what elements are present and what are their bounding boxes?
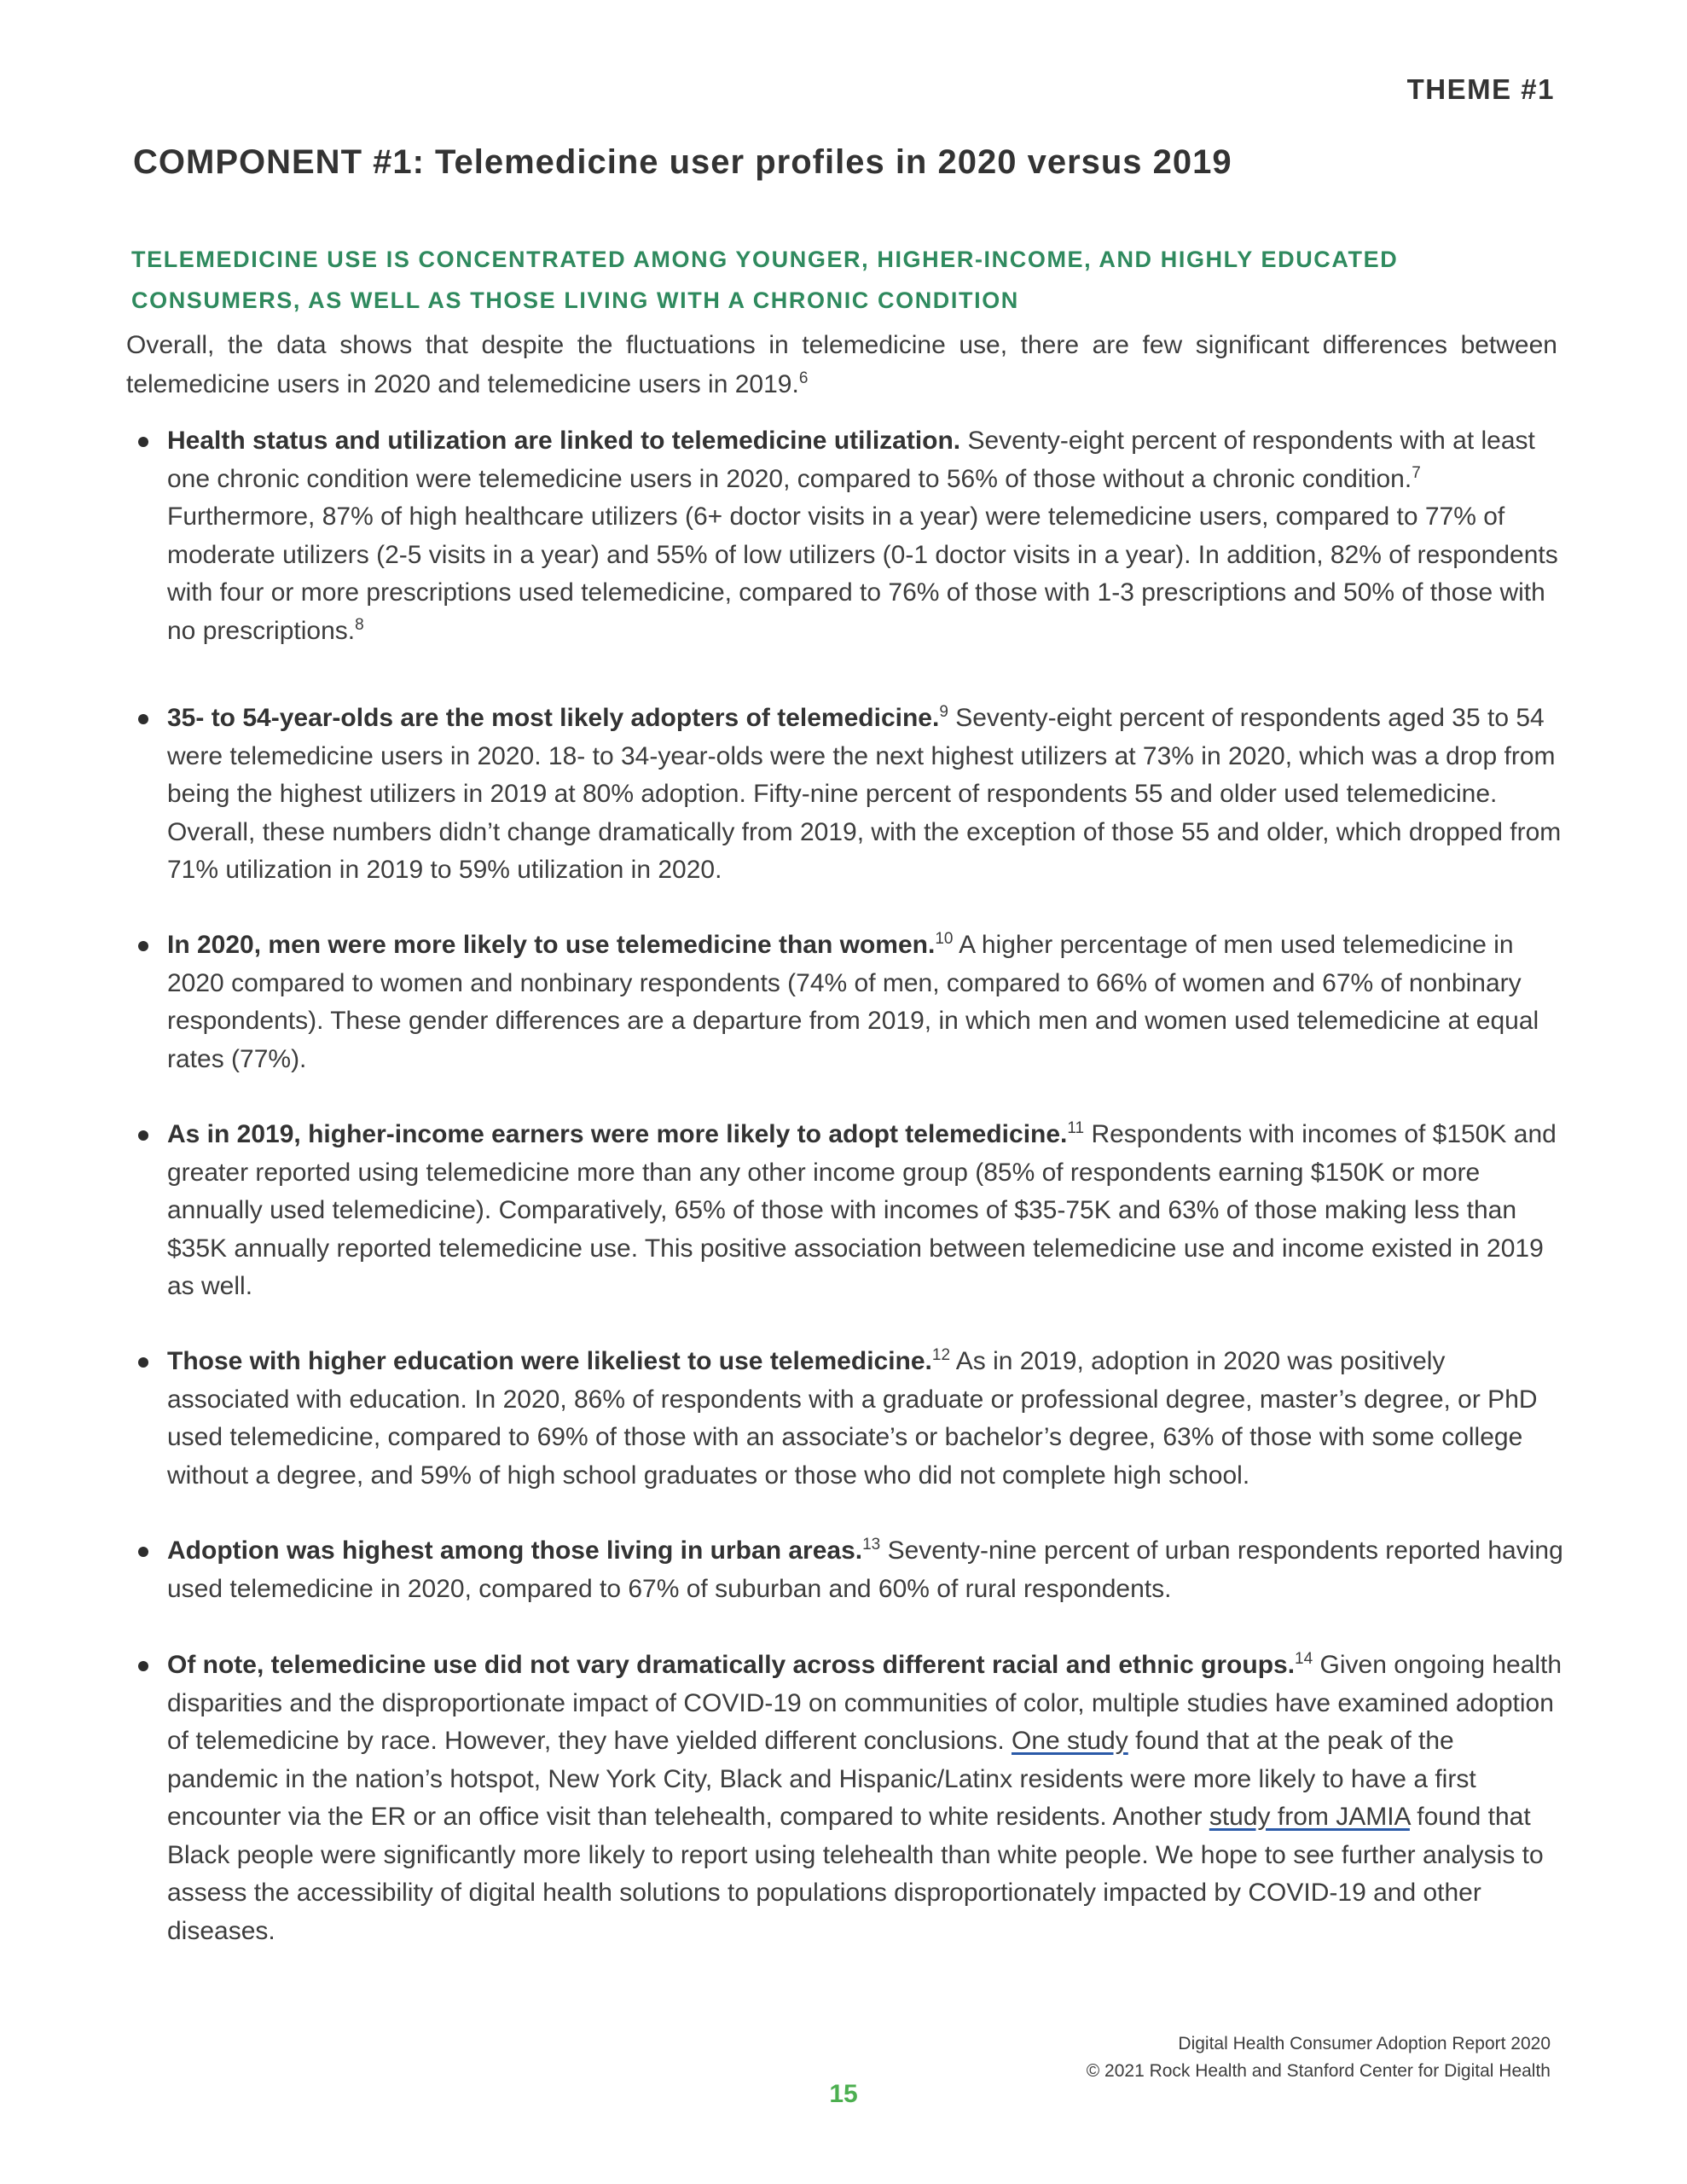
bullet-text: A higher percentage of men used telemedicine in 2020 compared to women and nonbinary respondents (74% of men, compared to 66% of women and 67% of nonbinary respondents). These gender differences are a departure from 2019, in which men and women used telemedicine at equal rates (77%). — [167, 931, 1539, 1073]
bullet-text: Furthermore, 87% of high healthcare utilizers (6+ doctor visits in a year) were telemedicine users, compared to 77% of moderate utilizers (2-5 visits in a year) and 55% of low utilizers (0-1 doctor visits in a year). In addition, 82% of respondents with four or more prescriptions used telemedicine, compared to 76% of those with 1-3 prescriptions and 50% of those with no prescriptions. — [167, 502, 1558, 645]
bullet-icon — [138, 1130, 148, 1141]
bullet-icon — [138, 941, 148, 951]
page-number: 15 — [829, 2080, 858, 2108]
bullet-icon — [138, 1661, 148, 1671]
bullet-heading: 35- to 54-year-olds are the most likely adopters of telemedicine. — [167, 704, 940, 732]
one-study-link[interactable]: One study — [1012, 1727, 1128, 1755]
bullet-icon — [138, 1547, 148, 1557]
intro-text: Overall, the data shows that despite the fluctuations in telemedicine use, there are few significant differences between telemedicine users in 2020 and telemedicine users in 2019. — [126, 331, 1557, 398]
bullet-text: Respondents with incomes of $150K and greater reported using telemedicine more than any other income group (85% of respondents earning $150K or more annually used telemedicine). Comparatively, 65% of those with incomes of $35-75K and 63% of those making less than $35K annually reported telemedicine use. This positive association between telemedicine use and income existed in 2019 as well. — [167, 1120, 1557, 1300]
bullet-text: Seventy-nine percent of urban respondents reported having used telemedicine in 2020, compared to 67% of suburban and 60% of rural respondents. — [167, 1536, 1563, 1603]
bullet-heading: In 2020, men were more likely to use telemedicine than women. — [167, 931, 936, 959]
theme-label: THEME #1 — [1406, 73, 1555, 105]
list-item — [167, 422, 1566, 650]
bullet-text: found that Black people were significantly more likely to report using telehealth than white people. We hope to see further analysis to assess the accessibility of digital health solutions to populations disproportionately impacted by COVID-19 and other diseases. — [167, 1803, 1544, 1945]
footnote-ref: 12 — [931, 1346, 951, 1364]
bullet-heading: As in 2019, higher-income earners were more likely to adopt telemedicine. — [167, 1120, 1068, 1148]
bullet-text: Given ongoing health disparities and the disproportionate impact of COVID-19 on communities of color, multiple studies have examined adoption of telemedicine by race. However, they have yielded different conclusions. — [167, 1651, 1562, 1755]
section-subheading: TELEMEDICINE USE IS CONCENTRATED AMONG YOUNGER, HIGHER-INCOME, AND HIGHLY EDUCATED CONSUMERS, AS WELL AS THOSE LIVING WITH A CHRONIC CONDITION — [131, 247, 1399, 313]
bullet-text: found that at the peak of the pandemic in the nation’s hotspot, New York City, Black and Hispanic/Latinx residents were more likely to have a first encounter via the ER or an office visit than telehealth, compared to white residents. Another — [167, 1727, 1476, 1831]
list-item — [167, 1343, 1566, 1495]
copyright: © 2021 Rock Health and Stanford Center for Digital Health — [1086, 2061, 1551, 2081]
footnote-ref: 8 — [355, 615, 364, 634]
bullet-text: As in 2019, adoption in 2020 was positively associated with education. In 2020, 86% of respondents with a graduate or professional degree, master’s degree, or PhD used telemedicine, compared to 69% of those with an associate’s or bachelor’s degree, 63% of those with some college without a degree, and 59% of high school graduates or those who did not complete high school. — [167, 1347, 1538, 1490]
bullet-heading: Those with higher education were likeliest to use telemedicine. — [167, 1347, 932, 1375]
bullet-text: Seventy-eight percent of respondents with at least one chronic condition were telemedicine users in 2020, compared to 56% of those without a chronic condition. — [167, 427, 1535, 493]
page-title: COMPONENT #1: Telemedicine user profiles in 2020 versus 2019 — [133, 143, 1232, 181]
bullet-icon — [138, 714, 148, 724]
intro-paragraph — [126, 326, 1557, 404]
footnote-ref: 14 — [1295, 1650, 1313, 1668]
footnote-ref: 6 — [798, 369, 809, 387]
bullet-heading: Of note, telemedicine use did not vary dramatically across different racial and ethnic groups. — [167, 1651, 1296, 1679]
bullet-icon — [138, 1357, 148, 1368]
bullet-heading: Health status and utilization are linked to telemedicine utilization. — [167, 427, 961, 455]
list-item — [167, 700, 1566, 890]
footnote-ref: 10 — [935, 930, 954, 948]
list-item — [167, 1532, 1566, 1608]
footer — [1087, 2030, 1551, 2085]
list-item — [167, 1116, 1566, 1306]
bullet-heading: Adoption was highest among those living in urban areas. — [167, 1536, 863, 1565]
list-item — [167, 1647, 1566, 1950]
list-item — [167, 926, 1566, 1078]
bullet-text: Seventy-eight percent of respondents aged 35 to 54 were telemedicine users in 2020. 18- to 34-year-olds were the next highest utilizers at 73% in 2020, which was a drop from being the highest utilizers in 2019 at 80% adoption. Fifty-nine percent of respondents 55 and older used telemedicine. Overall, these numbers didn’t change dramatically from 2019, with the exception of those 55 and older, which dropped from 71% utilization in 2019 to 59% utilization in 2020. — [167, 704, 1562, 884]
jamia-study-link[interactable]: study from JAMIA — [1209, 1803, 1410, 1831]
report-title: Digital Health Consumer Adoption Report 2020 — [1178, 2034, 1551, 2053]
footnote-ref: 9 — [939, 703, 948, 721]
footnote-ref: 11 — [1067, 1119, 1085, 1137]
bullet-icon — [138, 437, 148, 447]
footnote-ref: 7 — [1412, 463, 1421, 482]
footnote-ref: 13 — [862, 1536, 881, 1554]
